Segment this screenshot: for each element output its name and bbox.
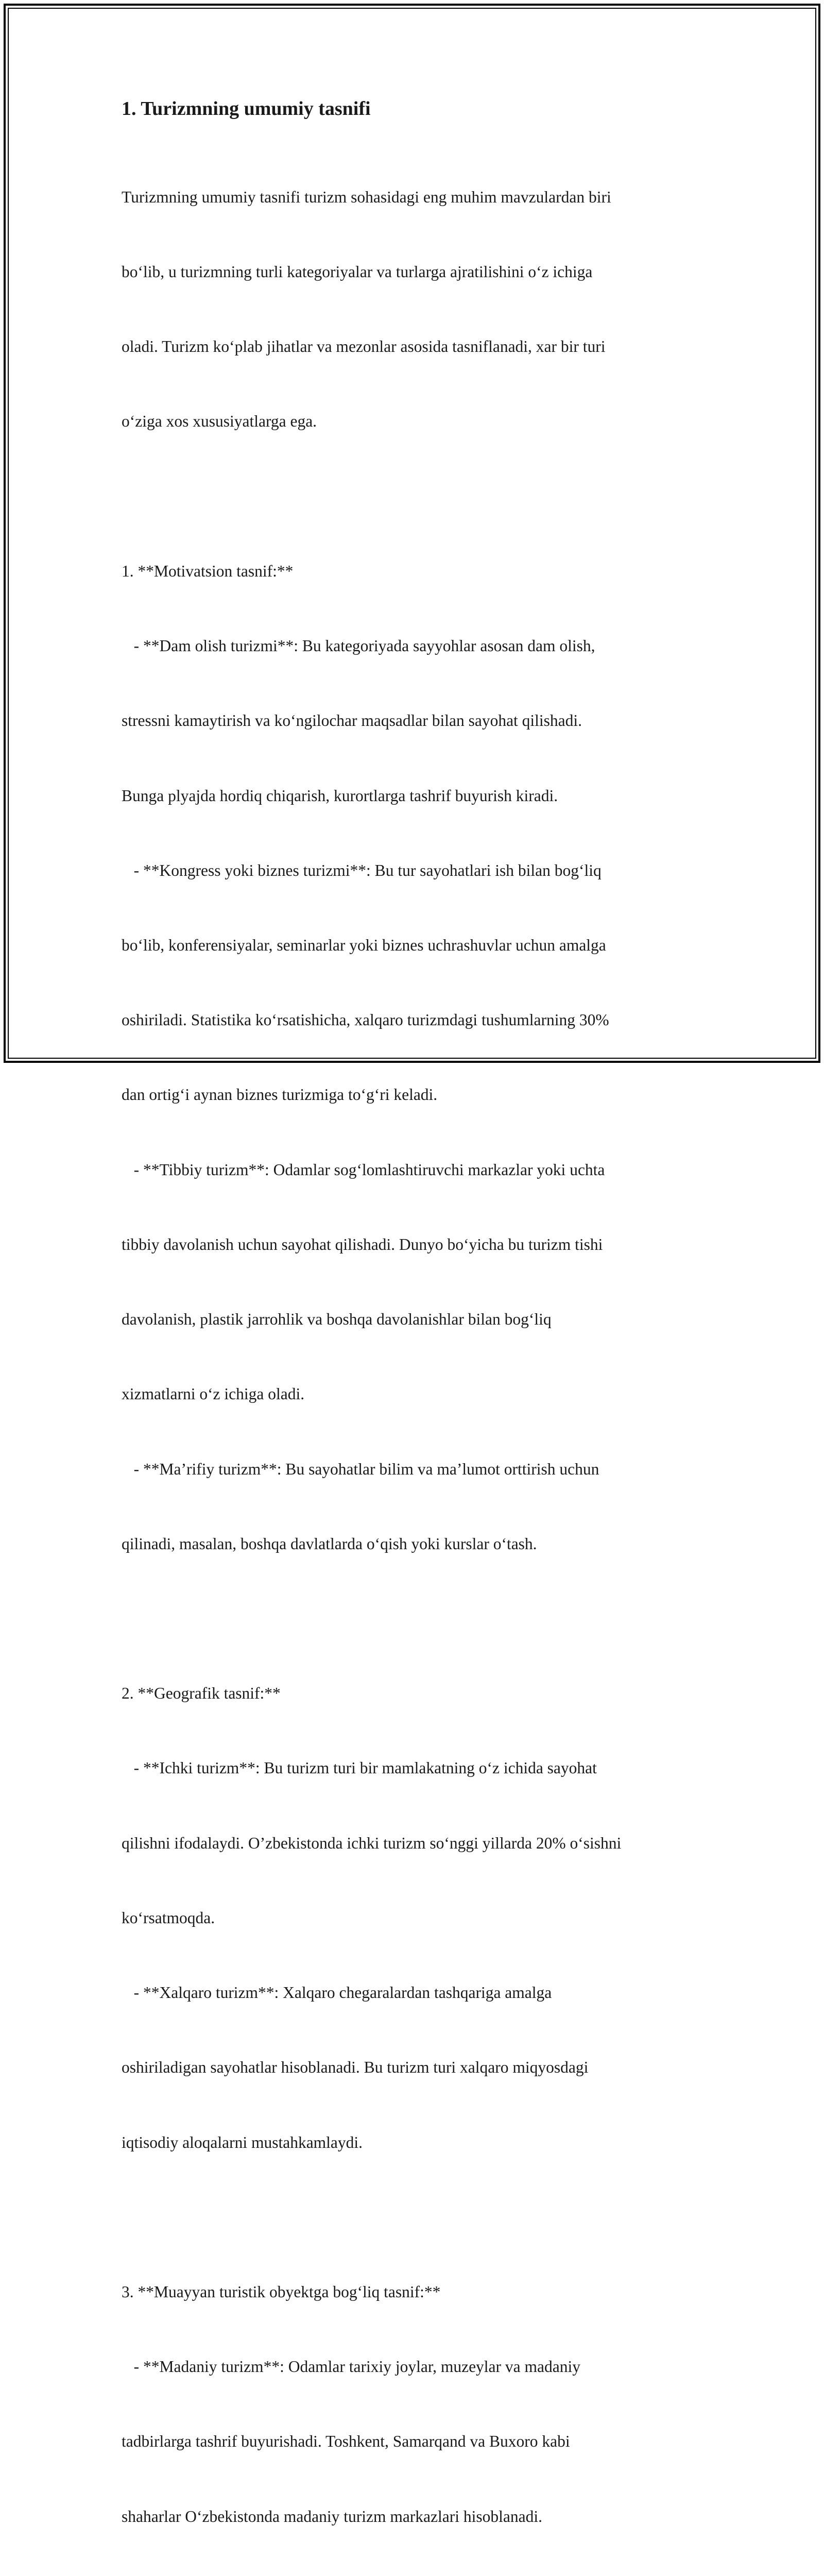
text-line: dan ortig‘i aynan biznes turizmiga to‘g‘ri keladi. — [122, 1086, 438, 1104]
blank-line — [122, 1606, 709, 1631]
text-line: - **Kongress yoki biznes turizmi**: Bu tur sayohatlari ish bilan bog‘liq — [122, 861, 602, 879]
text-line: - **Ma’rifiy turizm**: Bu sayohatlar bilim va ma’lumot orttirish uchun — [122, 1460, 599, 1478]
text-line: shaharlar O‘zbekistonda madaniy turizm markazlari hisoblanadi. — [122, 2507, 542, 2526]
text-line: 3. **Muayyan turistik obyektga bog‘liq tasnif:** — [122, 2282, 441, 2301]
text-line: davolanish, plastik jarrohlik va boshqa davolanishlar bilan bog‘liq — [122, 1310, 552, 1329]
text-line: tibbiy davolanish uchun sayohat qilishadi. Dunyo bo‘yicha bu turizm tishi — [122, 1235, 603, 1253]
text-line: qilinadi, masalan, boshqa davlatlarda o‘qish yoki kurslar o‘tash. — [122, 1534, 537, 1553]
text-line: 2. **Geografik tasnif:** — [122, 1684, 281, 1703]
text-line: tadbirlarga tashrif buyurishadi. Toshkent, Samarqand va Buxoro kabi — [122, 2432, 570, 2451]
text-line: oladi. Turizm ko‘plab jihatlar va mezonlar asosida tasniflanadi, xar bir turi — [122, 337, 606, 356]
text-line: oshiriladi. Statistika ko‘rsatishicha, xalqaro turizmdagi tushumlarning 30% — [122, 1011, 609, 1029]
text-line: - **Madaniy turizm**: Odamlar tarixiy joylar, muzeylar va madaniy — [122, 2358, 580, 2376]
text-line: stressni kamaytirish va ko‘ngilochar maqsadlar bilan sayohat qilishadi. — [122, 711, 582, 730]
text-line: iqtisodiy aloqalarni mustahkamlaydi. — [122, 2133, 363, 2151]
body-text — [122, 135, 709, 2576]
text-line: Bunga plyajda hordiq chiqarish, kurortlarga tashrif buyurish kiradi. — [122, 786, 558, 805]
text-line: xizmatlarni o‘z ichiga oladi. — [122, 1385, 305, 1403]
text-line: bo‘lib, u turizmning turli kategoriyalar va turlarga ajratilishini o‘z ichiga — [122, 263, 593, 281]
text-line: Turizmning umumiy tasnifi turizm sohasidagi eng muhim mavzulardan biri — [122, 188, 611, 206]
section-heading: 1. Turizmning umumiy tasnifi — [122, 98, 371, 120]
text-line: - **Ichki turizm**: Bu turizm turi bir mamlakatning o‘z ichida sayohat — [122, 1759, 597, 1777]
document-page — [122, 96, 709, 2576]
text-line: qilishni ifodalaydi. O’zbekistonda ichki turizm so‘nggi yillarda 20% o‘sishni — [122, 1834, 622, 1852]
text-line: - **Dam olish turizmi**: Bu kategoriyada sayyohlar asosan dam olish, — [122, 637, 595, 655]
text-line: ko‘rsatmoqda. — [122, 1908, 215, 1927]
text-line: - **Tibbiy turizm**: Odamlar sog‘lomlashtiruvchi markazlar yoki uchta — [122, 1160, 605, 1179]
text-line: 1. **Motivatsion tasnif:** — [122, 562, 294, 580]
text-line: bo‘lib, konferensiyalar, seminarlar yoki biznes uchrashuvlar uchun amalga — [122, 936, 606, 954]
text-line: o‘ziga xos xususiyatlarga ega. — [122, 412, 317, 431]
text-line: - **Xalqaro turizm**: Xalqaro chegaralardan tashqariga amalga — [122, 1984, 552, 2002]
blank-line — [122, 2205, 709, 2230]
blank-line — [122, 484, 709, 509]
text-line: oshiriladigan sayohatlar hisoblanadi. Bu turizm turi xalqaro miqyosdagi — [122, 2058, 589, 2077]
